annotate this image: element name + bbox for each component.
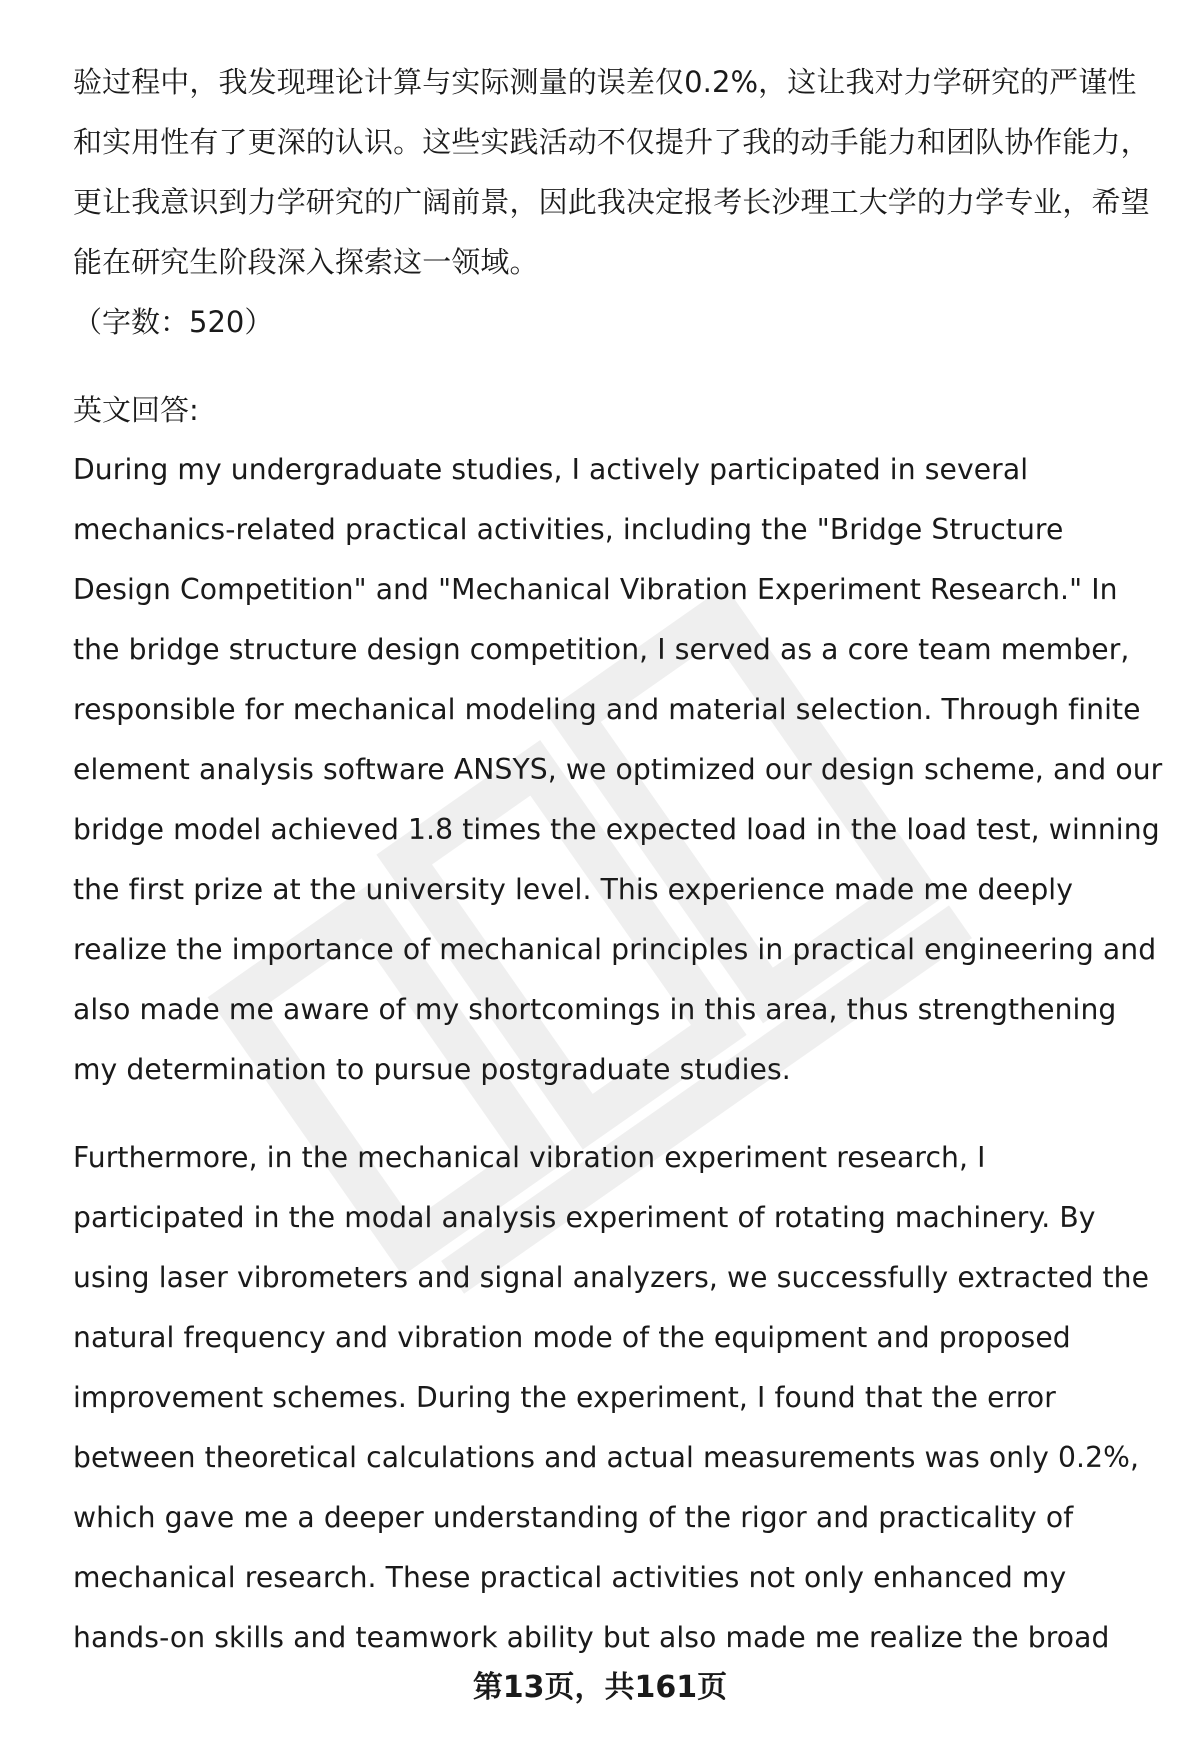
word-count: （字数：520） (73, 305, 274, 339)
chinese-paragraph: 验过程中，我发现理论计算与实际测量的误差仅0.2%，这让我对力学研究的严谨性和实用性有了更深的认识。这些实践活动不仅提升了我的动手能力和团队协作能力，更让我意识到力学研究的广阔前景，因此我决定报考长沙理工大学的力学专业，希望能在研究生阶段深入探索这一领域。 (73, 65, 1150, 279)
paragraph-gap (73, 1100, 1163, 1128)
english-paragraph-2: Furthermore, in the mechanical vibration experiment research, I participated in the modal analysis experiment of rotating machinery. By using laser vibrometers and signal analyzers, we successfully extracted the natural frequency and vibration mode of the equipment and proposed improvement schemes. During the experiment, I found that the error between theoretical calculations and actual measurements was only 0.2%, which gave me a deeper understanding of the rigor and practicality of mechanical research. These practical activities not only enhanced my hands-on skills and teamwork ability but also made me realize the broad (73, 1141, 1150, 1654)
english-heading: 英文回答: (73, 393, 199, 427)
page-content (73, 52, 1163, 1668)
page-footer: 第13页，共161页 (472, 1670, 728, 1705)
english-paragraph-1: During my undergraduate studies, I actively participated in several mechanics-related practical activities, including the "Bridge Structure Design Competition" and "Mechanical Vibration Experiment Research." In the bridge structure design competition, I served as a core team member, responsible for mechanical modeling and material selection. Through finite element analysis software ANSYS, we optimized our design scheme, and our bridge model achieved 1.8 times the expected load in the load test, winning the first prize at the university level. This experience made me deeply realize the importance of mechanical principles in practical engineering and also made me aware of my shortcomings in this area, thus strengthening my determination to pursue postgraduate studies. (73, 453, 1163, 1086)
